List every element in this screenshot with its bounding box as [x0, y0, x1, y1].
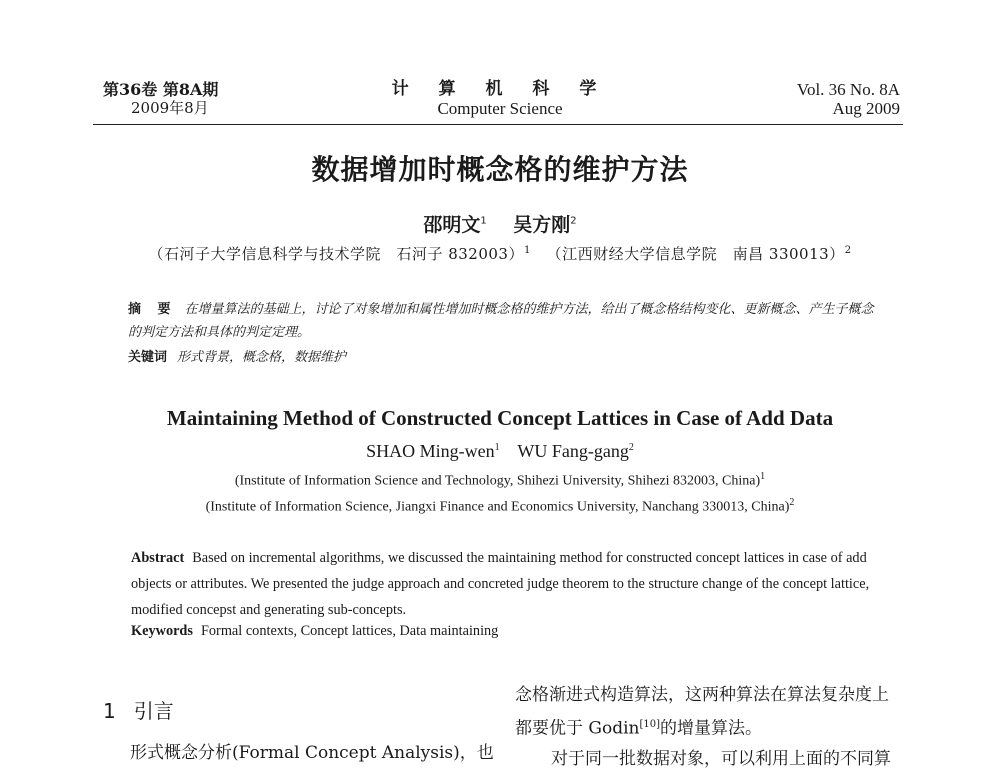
abstract-en [131, 545, 876, 623]
author-mark: 1 [480, 215, 487, 227]
line-text: 的增量算法。 [660, 718, 763, 739]
author-list-en [0, 441, 1000, 462]
keywords-label-en: Keywords [131, 623, 193, 639]
affiliation-mark-en: 2 [789, 497, 795, 508]
issue-date-cn: 2009年8月 [131, 99, 209, 117]
author-name: 吴方刚 [513, 214, 571, 236]
line-text: 都要优于 Godin [515, 718, 640, 739]
citation-mark: [10] [639, 719, 661, 730]
affiliation-mark-en: 1 [760, 471, 766, 482]
abstract-label-en: Abstract [131, 550, 185, 566]
keywords-text-cn: 形式背景，概念格，数据维护 [177, 350, 347, 365]
author-mark-en: 2 [628, 442, 634, 453]
abstract-text-en: Based on incremental algorithms, we discussed the maintaining method for constructed concept lattices in case of add objects or attributes. We presented the judge approach and concreted judge theorem to the structure change of the concept lattice, modified concepst and generating sub-concepts. [131, 550, 870, 618]
volume-issue-en: Vol. 36 No. 8A [796, 80, 900, 99]
issue-date-en: Aug 2009 [832, 99, 900, 118]
journal-issue-info-en [797, 80, 900, 118]
author-list-cn [0, 210, 1000, 237]
abstract-cn [128, 298, 878, 344]
affiliation-en-1 [0, 471, 1000, 490]
journal-name-en: Computer Science [437, 99, 563, 118]
affiliation-text: （石河子大学信息科学与技术学院 石河子 832003） [148, 245, 524, 263]
section-number: 1 [103, 699, 116, 723]
author-name: 邵明文 [423, 214, 481, 236]
right-column-line [515, 710, 915, 744]
section-title: 引言 [133, 699, 174, 723]
keywords-cn [128, 346, 346, 365]
section-heading [103, 695, 174, 724]
author-mark: 2 [570, 215, 577, 227]
keywords-text-en: Formal contexts, Concept lattices, Data maintaining [200, 623, 499, 639]
left-column-paragraph: 形式概念分析(Formal Concept Analysis)，也 [130, 743, 494, 763]
affiliation-mark: 1 [523, 245, 531, 256]
keywords-label-cn: 关键词 [128, 350, 168, 365]
affiliation-mark: 2 [844, 245, 852, 256]
keywords-en [131, 623, 498, 640]
affiliation-list-cn [0, 243, 1000, 264]
affiliation-text-en: (Institute of Information Science, Jiangxi Finance and Economics University, Nanchang 330013, China) [205, 499, 790, 515]
journal-name-cn: 计 算 机 科 学 [391, 79, 609, 99]
abstract-text-cn: 在增量算法的基础上，讨论了对象增加和属性增加时概念格的维护方法，给出了概念格结构变化、更新概念、产生子概念的判定方法和具体的判定定理。 [128, 302, 874, 340]
journal-name [380, 80, 620, 118]
author-name-en: WU Fang-gang [517, 441, 629, 461]
paper-title-cn: 数据增加时概念格的维护方法 [311, 153, 689, 186]
right-column-line: 对于同一批数据对象，可以利用上面的不同算 [551, 748, 891, 769]
affiliation-text-en: (Institute of Information Science and Technology, Shihezi University, Shihezi 832003, China) [234, 473, 761, 489]
right-column-line: 念格渐进式构造算法，这两种算法在算法复杂度上 [515, 685, 889, 705]
paper-title-en: Maintaining Method of Constructed Concept Lattices in Case of Add Data [166, 406, 834, 430]
journal-issue-info [103, 80, 218, 118]
author-name-en: SHAO Ming-wen [366, 441, 495, 461]
abstract-label-cn: 摘 要 [128, 302, 177, 317]
affiliation-en-2 [0, 497, 1000, 516]
header-rule [93, 124, 903, 125]
author-mark-en: 1 [494, 442, 500, 453]
affiliation-text: （江西财经大学信息学院 南昌 330013） [546, 245, 845, 263]
volume-issue: 第36卷 第8A期 [103, 80, 219, 99]
